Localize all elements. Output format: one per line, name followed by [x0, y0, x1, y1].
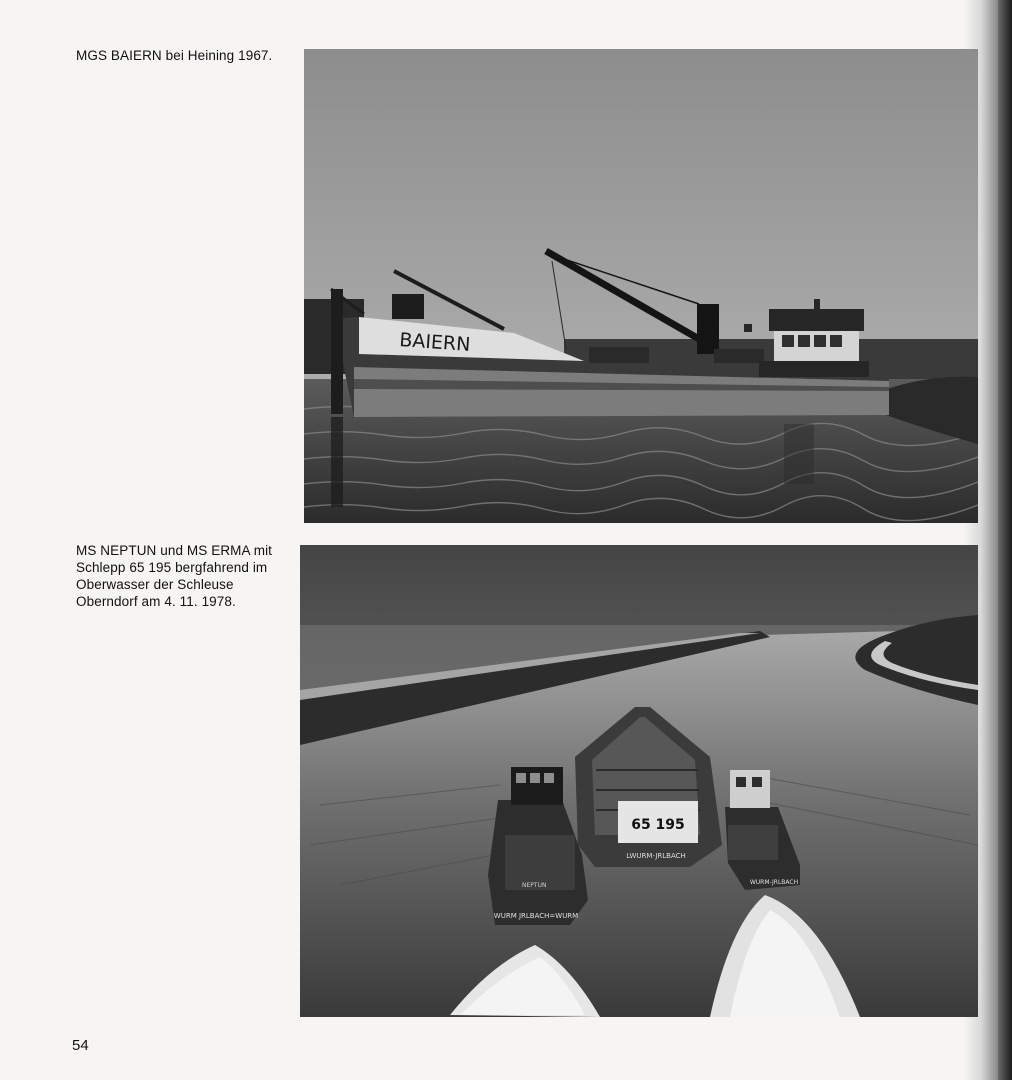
barge-number-label: 65 195 — [631, 817, 685, 833]
photo-caption-baiern: MGS BAIERN bei Heining 1967. — [76, 48, 273, 63]
hull-name-label: BAIERN — [398, 329, 472, 356]
barge-stern-label: LWURM-JRLBACH — [626, 852, 686, 860]
page-number: 54 — [72, 1037, 89, 1054]
photo-neptun-erma-tow — [300, 545, 978, 1017]
photo-caption-neptun-erma: MS NEPTUN und MS ERMA mit Schlepp 65 195 bergfahrend im Oberwasser der Schleuse Oberndorf am 4. 11. 1978. — [76, 543, 273, 609]
tug-right-stern-label: WURM-JRLBACH — [749, 879, 799, 886]
photo-baiern-ship — [304, 49, 978, 523]
tug-left-name-label: NEPTUN — [522, 882, 547, 889]
tug-left-stern-label: WURM JRLBACH=WURM — [493, 912, 579, 920]
book-spine-edge — [998, 0, 1012, 1080]
